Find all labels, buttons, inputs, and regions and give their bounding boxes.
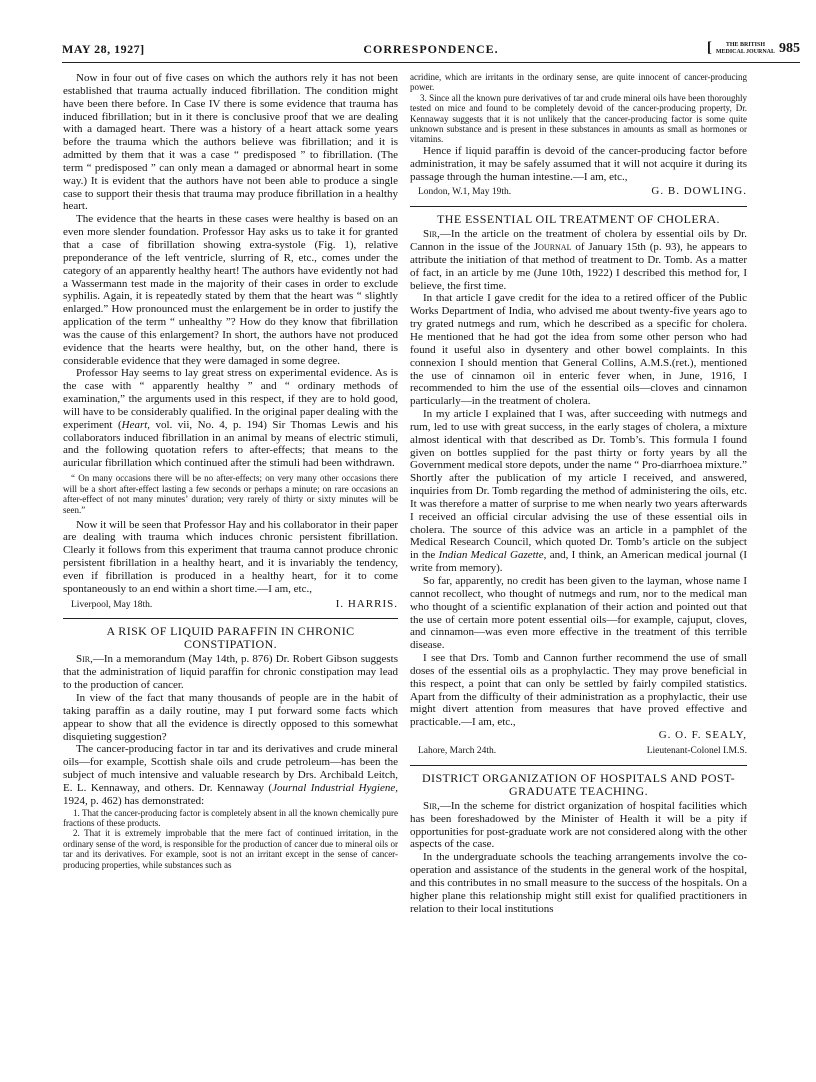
paraffin-conclusion: Hence if liquid paraffin is devoid of the cancer-producing factor before administration, it may be safely assumed that it will not acquire it during its passage through the human intestine.—I am, etc.,	[410, 144, 747, 183]
cholera-paragraph-3	[410, 408, 747, 575]
lewis-quotation: “ On many occasions there will be no after-effects; on very many other occasions there will be a short after-effect lasting a few seconds or perhaps a minute; on rare occasions an after-effect of not many minutes’ duration; very rarely of thirty or sixty minutes will be seen.”	[63, 473, 398, 515]
page-number: 985	[779, 40, 800, 56]
section-divider	[63, 618, 398, 619]
paraffin-paragraph-2: In view of the fact that many thousands of people are in the habit of taking paraffin as a daily routine, may I put forward some facts which appear to show that all the evidence is directly opposed to this somewhat disquieting suggestion?	[63, 691, 398, 743]
cholera-p3-text-b: , and, I think, an American medical journal (I write from memory).	[410, 549, 747, 575]
page-header	[62, 42, 800, 63]
header-bracket: [	[706, 40, 712, 56]
kennaway-point-1: 1. That the cancer-producing factor is completely absent in all the known chemically pure fractions of these products.	[63, 807, 398, 828]
cholera-p1-text-b: of January 15th (p. 93), he appears to attribute the initiation of that method of treatment to Dr. Tomb. As a matter of fact, in an article by me (June 10th, 1922) I described this method for, I believe, the first time.	[410, 241, 747, 292]
kennaway-point-2-continued: acridine, which are irritants in the ordinary sense, are quite innocent of cancer-producing power.	[410, 72, 747, 93]
journal-line-1: THE BRITISH	[725, 41, 765, 48]
district-paragraph-1	[410, 800, 747, 851]
heart-citation: Heart	[121, 418, 148, 431]
cholera-paragraph-5: I see that Drs. Tomb and Cannon further recommend the use of small doses of the essential oils as a prophylactic. They may prove beneficial in this respect, a point that can only be settled by fairly compiled statistics. Apart from the difficulty of their administration as a prophylactic, their use might divert attention from measures that have proved effective and practicable.—I am, etc.,	[410, 652, 747, 729]
paraffin-salutation: Sir	[76, 653, 91, 666]
gazette-citation: Indian Medical Gazette	[438, 549, 544, 562]
harris-place-date: Liverpool, May 18th.	[71, 599, 153, 610]
paraffin-p1-text: ,—In a memorandum (May 14th, p. 876) Dr. Robert Gibson suggests that the administration of liquid paraffin for chronic constipation may lead to the production of cancer.	[63, 653, 398, 692]
district-p1-text: ,—In the scheme for district organization of hospital facilities which has been foreshadowed by the Minister of Health it will be a pity if opportunities for post-graduate work are not considered along with the other aspects of the case.	[410, 799, 747, 851]
harris-p3-text-a: Professor Hay seems to lay great stress on experimental evidence. As is the case with “ apparently healthy ” and “ ordinary methods of examination,” the arguments used in this respect, if they are to hold good, will have to be considerably qualified. In the original paper dealing with the experiment (	[63, 367, 398, 431]
district-salutation: Sir	[423, 799, 438, 812]
harris-signature	[63, 598, 398, 612]
header-date: MAY 28, 1927]	[62, 42, 145, 56]
right-column	[410, 72, 747, 915]
paraffin-paragraph-1	[63, 653, 398, 692]
cholera-paragraph-2: In that article I gave credit for the idea to a retired officer of the Public Works Department of India, who advised me about twenty-five years ago to try grated nutmegs and rum, which he described as a specific for cholera. He mentioned that he had got the idea from some other person who had found it useful also in dysentery and other bowel complaints. In this connexion I should mention that General Collins, A.M.S.(ret.), mentioned the use of cinnamon oil in enteric fever when, in June, 1916, I recommended to him the use of the essential oils—cloves and cinnamon particularly—in the treatment of cholera.	[410, 292, 747, 408]
harris-paragraph-4: Now it will be seen that Professor Hay and his collaborator in their paper are dealing with trauma which induces chronic persistent fibrillation. Clearly it follows from this experiment that trauma cannot produce chronic persistent fibrillation in a healthy heart, and it is invariably the tendency, even if fibrillation is produced in a healthy heart, for it to come spontaneously to an end within a short time.—I am, etc.,	[63, 518, 398, 595]
harris-paragraph-2: The evidence that the hearts in these cases were healthy is based on an even more slender foundation. Professor Hay asks us to take it for granted that a case of fibrillation showing extra-systole (Fig. 1), relative preponderance of the left ventricle, slurring of R, etc., comes under the category of an apparently healthy heart! The authors have evidently not had a Wassermann test made in the majority of their cases in order to exclude syphilis. Again, it is repeatedly stated by them that the heart was “ slightly enlarged.” How pronounced must the enlargement be in order to justify the application of the term “ unhealthy ”? How do they know that fibrillation was the cause of this enlargement? In short, the authors have not produced evidence that the hearts were healthy, but, on the other hand, there is considerable evidence that they were damaged in some degree.	[63, 213, 398, 367]
harris-paragraph-1: Now in four out of five cases on which the authors rely it has not been established that trauma actually induced fibrillation. The condition might have been there before. In Case IV there is some evidence that trauma has induced fibrillation; but in it there is conclusive proof that we are dealing with a damaged heart. There was a history of a heart attack some years before the trauma which the authors believe was fibrillation; and it is admitted by them that it was a case “ predisposed ” to fibrillation. (The term “ predisposed ” can only mean a damaged or abnormal heart in some way.) It is evident that the authors have not been able to produce a single case to support their thesis that trauma may produce fibrillation in a healthy heart.	[63, 72, 398, 213]
district-paragraph-2: In the undergraduate schools the teaching arrangements involve the co-operation and assistance of the students in the general work of the hospital, and this contributes in no small measure to the success of the hospitals. On a higher plane this relationship might still exist for qualified practitioners in relation to their local institutions	[410, 851, 747, 915]
district-heading: DISTRICT ORGANIZATION OF HOSPITALS AND POST-GRADUATE TEACHING.	[421, 770, 735, 798]
journal-line-2: MEDICAL JOURNAL	[715, 48, 775, 55]
harris-p3-text-b: , vol. vii, No. 4, p. 194) Sir Thomas Lewis and his collaborators induced fibrillation in an animal by means of electric stimuli, and the following quotation refers to after-effects; that means to the auricular fibrillation which continued after the stimuli had been withdrawn.	[63, 418, 398, 470]
sealy-place-date: Lahore, March 24th.	[418, 745, 497, 756]
cholera-paragraph-4: So far, apparently, no credit has been given to the layman, whose name I cannot recollect, who thought of nutmegs and rum, nor to the medical man who thought of a scientific explanation of their action and pointed out that the use of certain more potent essential oils—for example, cajuput, cloves, and cinnamon—was even more effective in the treatment of this terrible disease.	[410, 575, 747, 652]
hygiene-citation: Journal Industrial Hygiene	[272, 781, 396, 794]
cholera-heading: THE ESSENTIAL OIL TREATMENT OF CHOLERA.	[437, 212, 720, 227]
section-divider	[410, 206, 747, 207]
kennaway-point-3: 3. Since all the known pure derivatives of tar and crude mineral oils have been thoroughly tested on mice and found to be completely devoid of the cancer-producing property, Dr. Kennaway suggests that it is not unlikely that the cancer-producing factor is some quite unknown substance and is present in these substances in amounts as small as hormones or vitamins.	[410, 92, 747, 145]
header-journal-block	[707, 40, 800, 57]
left-column	[63, 72, 398, 870]
sealy-rank: Lieutenant-Colonel I.M.S.	[646, 745, 747, 756]
section-divider	[410, 765, 747, 766]
kennaway-point-2: 2. That it is extremely improbable that the mere fact of continued irritation, in the ordinary sense of the word, is responsible for the production of cancer due to mineral oils or tar and its derivatives. For example, soot is not an irritant except in the sense of cancer-producing properties, while substances such as	[63, 828, 398, 870]
dowling-signature	[410, 185, 747, 199]
paraffin-p3-text-b: , 1924, p. 462) has demonstrated:	[63, 781, 398, 807]
cholera-p1-text-a: ,—In the article on the treatment of cholera by essential oils by Dr. Cannon in the issue of the	[410, 228, 747, 254]
cholera-paragraph-1	[410, 228, 747, 292]
paraffin-p3-text-a: The cancer-producing factor in tar and its derivatives and crude mineral oils—for example, Scottish shale oils and crude petroleum—has been the subject of much intensive and valuable research by Drs. Archibald Leitch, E. L. Kennaway, and others. Dr. Kennaway (	[63, 743, 398, 794]
journal-reference: Journal	[533, 241, 572, 254]
harris-paragraph-3	[63, 367, 398, 470]
cholera-salutation: Sir	[423, 228, 438, 241]
harris-author: I. HARRIS.	[335, 597, 398, 610]
sealy-signature	[410, 745, 747, 758]
dowling-place-date: London, W.1, May 19th.	[418, 187, 512, 198]
header-section-title: CORRESPONDENCE.	[363, 42, 499, 56]
header-journal-name	[716, 42, 775, 56]
paraffin-heading: A RISK OF LIQUID PARAFFIN IN CHRONIC CONSTIPATION.	[106, 624, 355, 652]
paraffin-paragraph-3	[63, 743, 398, 807]
dowling-author: G. B. DOWLING.	[651, 185, 747, 198]
sealy-author	[410, 729, 747, 743]
cholera-p3-text-a: In my article I explained that I was, after succeeding with nutmegs and rum, led to use with great success, in the early stages of cholera, a mixture almost identical with that described as Dr. Tomb’s. This formula I found given on bottles supplied for the past thirty or forty years by all the Government medical store depots, under the name “ Pro-diarrhoea mixture.” Shortly after the publication of my article I received, and answered, inquiries from Dr. Tomb regarding the method of administering the oils, etc. It was therefore a matter of surprise to me when nearly two years afterwards I received an official circular advising the use of these essential oils in cholera. The source of this advice was an article in a pamphlet of the Medical Research Council, which quoted Dr. Tomb’s article on the subject in the	[410, 408, 747, 562]
sealy-name: G. O. F. SEALY,	[658, 729, 747, 742]
